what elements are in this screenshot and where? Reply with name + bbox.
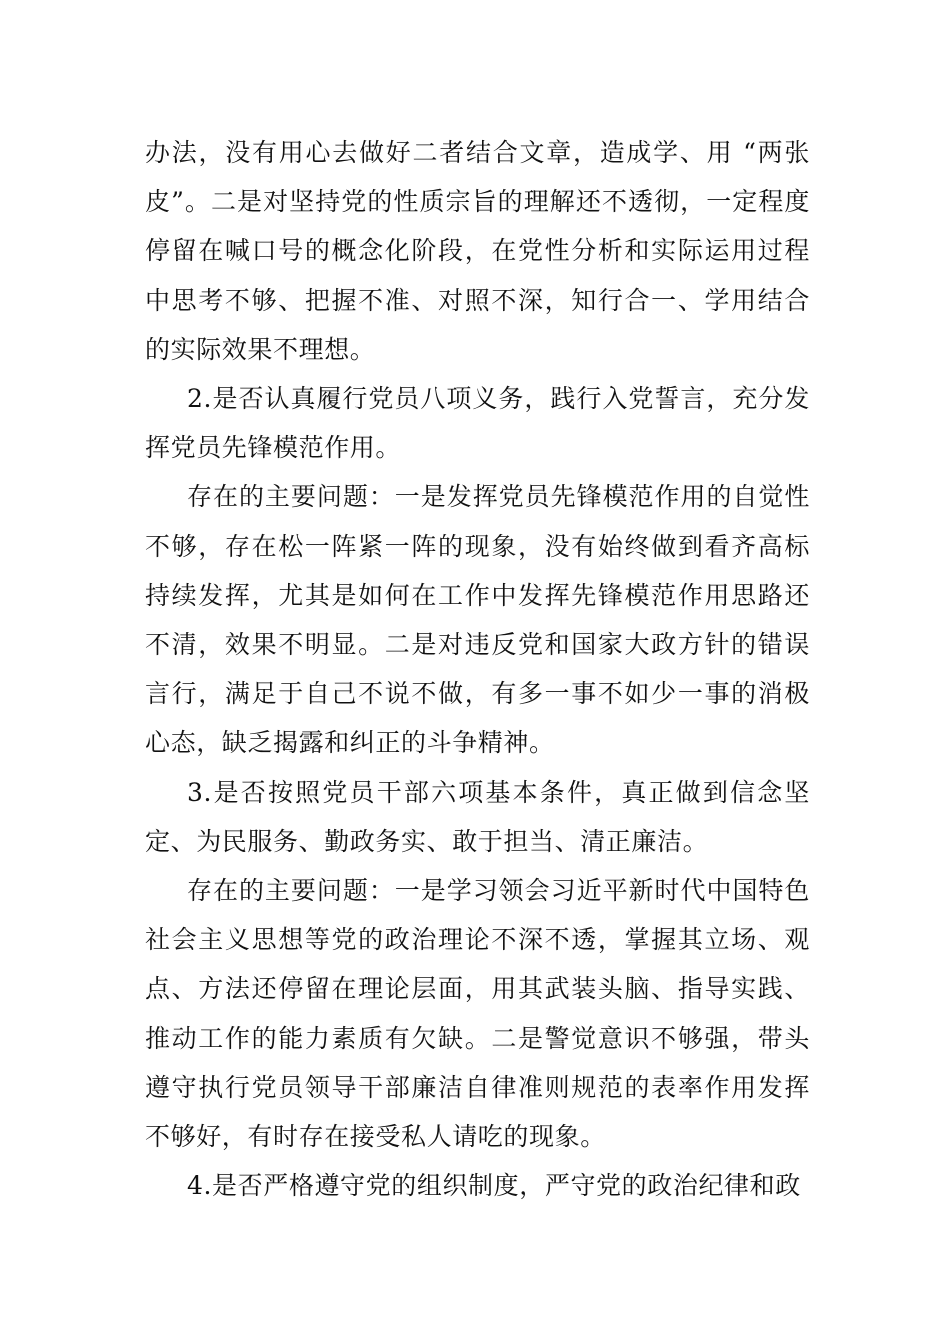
item-2-problems: 存在的主要问题：一是发挥党员先锋模范作用的自觉性不够，存在松一阵紧一阵的现象，没有始终做到看齐高标持续发挥，尤其是如何在工作中发挥先锋模范作用思路还不清，效果不明显。二是对违反党和国家大政方针的错误言行，满足于自己不说不做，有多一事不如少一事的消极心态，缺乏揭露和纠正的斗争精神。 (145, 482, 810, 758)
item-3-heading: 3.是否按照党员干部六项基本条件，真正做到信念坚定、为民服务、勤政务实、敢于担当、清正廉洁。 (145, 777, 810, 856)
paragraph-continuation: 办法，没有用心去做好二者结合文章，造成学、用 “两张皮”。二是对坚持党的性质宗旨的理解还不透彻，一定程度停留在喊口号的概念化阶段，在党性分析和实际运用过程中思考不够、把握不准、对照不深，知行合一、学用结合的实际效果不理想。 (145, 138, 810, 364)
item-4-heading: 4.是否严格遵守党的组织制度，严守党的政治纪律和政 (187, 1171, 801, 1201)
document-body (145, 128, 810, 1210)
item-3-problems: 存在的主要问题：一是学习领会习近平新时代中国特色社会主义思想等党的政治理论不深不透，掌握其立场、观点、方法还停留在理论层面，用其武装头脑、指导实践、推动工作的能力素质有欠缺。二是警觉意识不够强，带头遵守执行党员领导干部廉洁自律准则规范的表率作用发挥不够好，有时存在接受私人请吃的现象。 (145, 876, 810, 1152)
item-2-heading: 2.是否认真履行党员八项义务，践行入党誓言，充分发挥党员先锋模范作用。 (145, 384, 810, 463)
